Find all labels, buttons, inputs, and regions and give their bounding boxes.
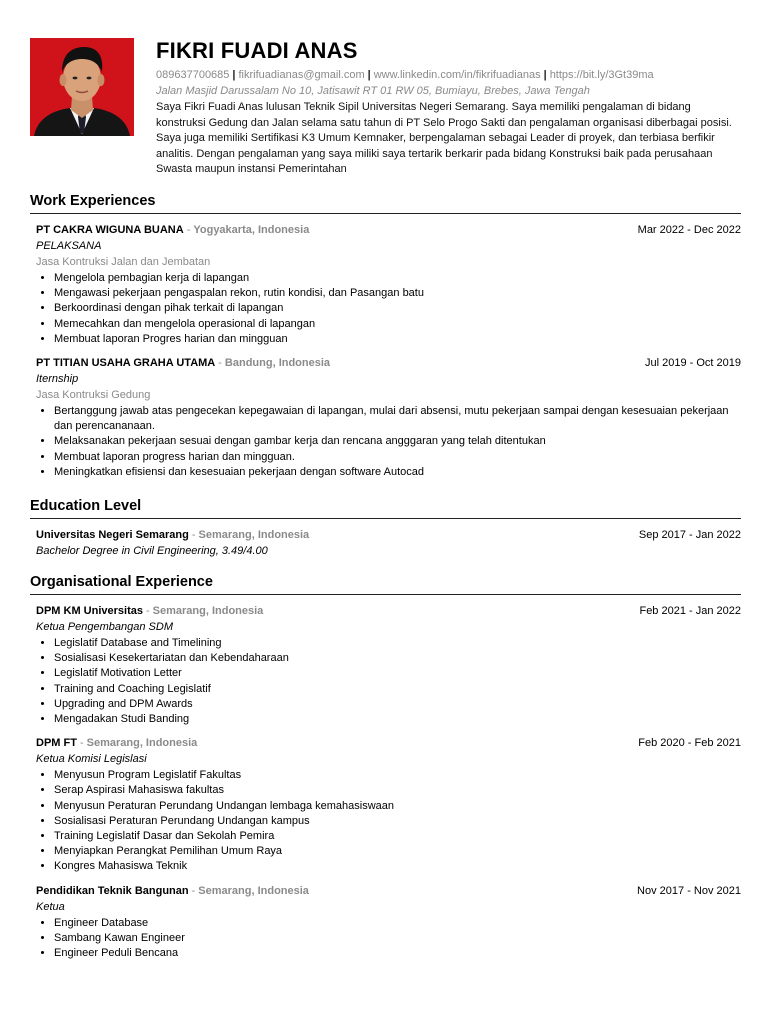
section-title: Education Level xyxy=(30,497,741,519)
organisation-entry xyxy=(36,735,741,874)
list-item: • Upgrading and DPM Awards xyxy=(54,697,741,712)
portfolio-link[interactable]: https://bit.ly/3Gt39ma xyxy=(549,69,654,81)
activity-list xyxy=(36,768,741,874)
list-item: • Menyusun Program Legislatif Fakultas xyxy=(54,768,741,783)
list-item: • Engineer Database xyxy=(54,916,741,931)
list-item: • Engineer Peduli Bencana xyxy=(54,946,741,961)
work-entry xyxy=(36,222,741,347)
list-item: • Bertanggung jawab atas pengecekan kepegawaian di lapangan, mulai dari absensi, mutu pekerjaan sampai dengan kesesuaian pekerjaan dan perencananaan. xyxy=(54,404,741,434)
work-experience-section xyxy=(30,192,741,488)
entry-dates: Feb 2021 - Jan 2022 xyxy=(639,605,741,617)
section-title: Work Experiences xyxy=(30,192,741,214)
entry-location: Semarang, Indonesia xyxy=(198,884,309,897)
degree: Bachelor Degree in Civil Engineering, 3.49/4.00 xyxy=(36,545,268,557)
list-item: • Melaksanakan pekerjaan sesuai dengan gambar kerja dan rencana angggaran yang telah ditentukan xyxy=(54,434,741,449)
list-item: • Sosialisasi Peraturan Perundang Undangan kampus xyxy=(54,814,741,829)
entry-location: Semarang, Indonesia xyxy=(198,529,310,541)
entry-location: Yogyakarta, Indonesia xyxy=(193,224,310,236)
education-entry xyxy=(36,527,741,559)
position-title: Ketua Pengembangan SDM xyxy=(36,621,173,633)
list-item: • Sambang Kawan Engineer xyxy=(54,931,741,946)
list-item: • Meningkatkan efisiensi dan kesesuaian pekerjaan dengan software Autocad xyxy=(54,465,741,480)
entry-header: Pendidikan Teknik Bangunan - Semarang, Indonesia Nov 2017 - Nov 2021 xyxy=(36,884,741,897)
entry-location: Bandung, Indonesia xyxy=(224,357,331,370)
education-section xyxy=(30,497,741,567)
contact-separator: | xyxy=(367,69,371,81)
contact-separator: | xyxy=(543,69,547,81)
entry-header: PT TITIAN USAHA GRAHA UTAMA - Bandung, Indonesia Jul 2019 - Oct 2019 xyxy=(36,357,741,370)
entry-header: Universitas Negeri Semarang - Semarang, Indonesia Sep 2017 - Jan 2022 xyxy=(36,529,741,541)
list-item: • Sosialisasi Kesekertariatan dan Kebendaharaan xyxy=(54,651,741,666)
portrait-image xyxy=(30,38,134,136)
job-field: Jasa Kontruksi Jalan dan Jembatan xyxy=(36,256,211,268)
list-item: • Kongres Mahasiswa Teknik xyxy=(54,859,741,874)
linkedin-link[interactable]: www.linkedin.com/in/fikrifuadianas xyxy=(373,69,541,81)
list-item: • Legislatif Database and Timelining xyxy=(54,636,741,651)
list-item: • Training Legislatif Dasar dan Sekolah Pemira xyxy=(54,829,741,844)
entry-location: Semarang, Indonesia xyxy=(152,605,264,617)
responsibility-list xyxy=(36,404,741,480)
list-item: • Mengelola pembagian kerja di lapangan xyxy=(54,271,741,286)
job-title: Iternship xyxy=(36,373,79,386)
contact-separator: | xyxy=(232,69,236,81)
activity-list xyxy=(36,636,741,727)
contact-line xyxy=(156,67,740,83)
entry-dates: Sep 2017 - Jan 2022 xyxy=(638,529,741,541)
entry-header: DPM FT - Semarang, Indonesia Feb 2020 - Feb 2021 xyxy=(36,737,741,750)
entry-dates: Jul 2019 - Oct 2019 xyxy=(644,357,741,370)
profile-summary: Saya Fikri Fuadi Anas lulusan Teknik Sipil Universitas Negeri Semarang. Saya memiliki pengalaman di bidang konstruksi Gedung dan Jalan selama satu tahun di PT Selo Progo Sakti dan pengalaman organisasi diberbagai posisi. Saya juga memiliki Sertifikasi K3 Umum Kemnaker, berpengalaman sebagai Leader di proyek, dan terbiasa berfikir analitis. Dengan pengalaman yang saya miliki saya tertarik berkarir pada bidang Konstruksi baik pada perusahaan Swasta maupun instansi Pemerintahan xyxy=(156,101,732,175)
list-item: • Legislatif Motivation Letter xyxy=(54,666,741,681)
organisation-name: DPM KM Universitas xyxy=(36,605,143,617)
email-link[interactable]: fikrifuadianas@gmail.com xyxy=(238,69,365,81)
responsibility-list xyxy=(36,271,741,347)
organisation-entry xyxy=(36,603,741,727)
entry-header: PT CAKRA WIGUNA BUANA - Yogyakarta, Indonesia Mar 2022 - Dec 2022 xyxy=(36,224,741,236)
institution-name: Universitas Negeri Semarang xyxy=(36,529,189,541)
phone-number: 089637700685 xyxy=(156,69,230,81)
company-name: PT TITIAN USAHA GRAHA UTAMA xyxy=(36,357,216,370)
work-entry xyxy=(36,355,741,480)
organisation-name: DPM FT xyxy=(36,737,77,750)
job-title: PELAKSANA xyxy=(36,240,102,252)
list-item: • Berkoordinasi dengan pihak terkait di lapangan xyxy=(54,301,741,316)
list-item: • Mengadakan Studi Banding xyxy=(54,712,741,727)
address: Jalan Masjid Darussalam No 10, Jatisawit RT 01 RW 05, Bumiayu, Brebes, Jawa Tengah xyxy=(156,85,590,97)
entry-header: DPM KM Universitas - Semarang, Indonesia Feb 2021 - Jan 2022 xyxy=(36,605,741,617)
list-item: • Training and Coaching Legislatif xyxy=(54,682,741,697)
organisational-experience-section xyxy=(30,573,741,969)
header-info xyxy=(156,38,740,178)
position-title: Ketua xyxy=(36,900,65,913)
list-item: • Membuat laporan Progres harian dan mingguan xyxy=(54,332,741,347)
list-item: • Menyiapkan Perangkat Pemilihan Umum Raya xyxy=(54,844,741,859)
job-field: Jasa Kontruksi Gedung xyxy=(36,389,151,402)
position-title: Ketua Komisi Legislasi xyxy=(36,753,147,766)
list-item: • Serap Aspirasi Mahasiswa fakultas xyxy=(54,783,741,798)
list-item: • Mengawasi pekerjaan pengaspalan rekon, rutin kondisi, dan Pasangan batu xyxy=(54,286,741,301)
activity-list xyxy=(36,916,741,962)
candidate-name: FIKRI FUADI ANAS xyxy=(156,38,358,63)
profile-photo xyxy=(30,38,134,136)
entry-dates: Nov 2017 - Nov 2021 xyxy=(637,884,741,897)
list-item: • Memecahkan dan mengelola operasional di lapangan xyxy=(54,317,741,332)
entry-dates: Mar 2022 - Dec 2022 xyxy=(637,224,741,236)
entry-dates: Feb 2020 - Feb 2021 xyxy=(638,737,741,750)
list-item: • Menyusun Peraturan Perundang Undangan lembaga kemahasiswaan xyxy=(54,799,741,814)
organisation-name: Pendidikan Teknik Bangunan xyxy=(36,884,189,897)
section-title: Organisational Experience xyxy=(30,573,741,595)
organisation-entry xyxy=(36,883,741,962)
list-item: • Membuat laporan progress harian dan mingguan. xyxy=(54,450,741,465)
company-name: PT CAKRA WIGUNA BUANA xyxy=(36,224,184,236)
entry-location: Semarang, Indonesia xyxy=(86,737,198,750)
